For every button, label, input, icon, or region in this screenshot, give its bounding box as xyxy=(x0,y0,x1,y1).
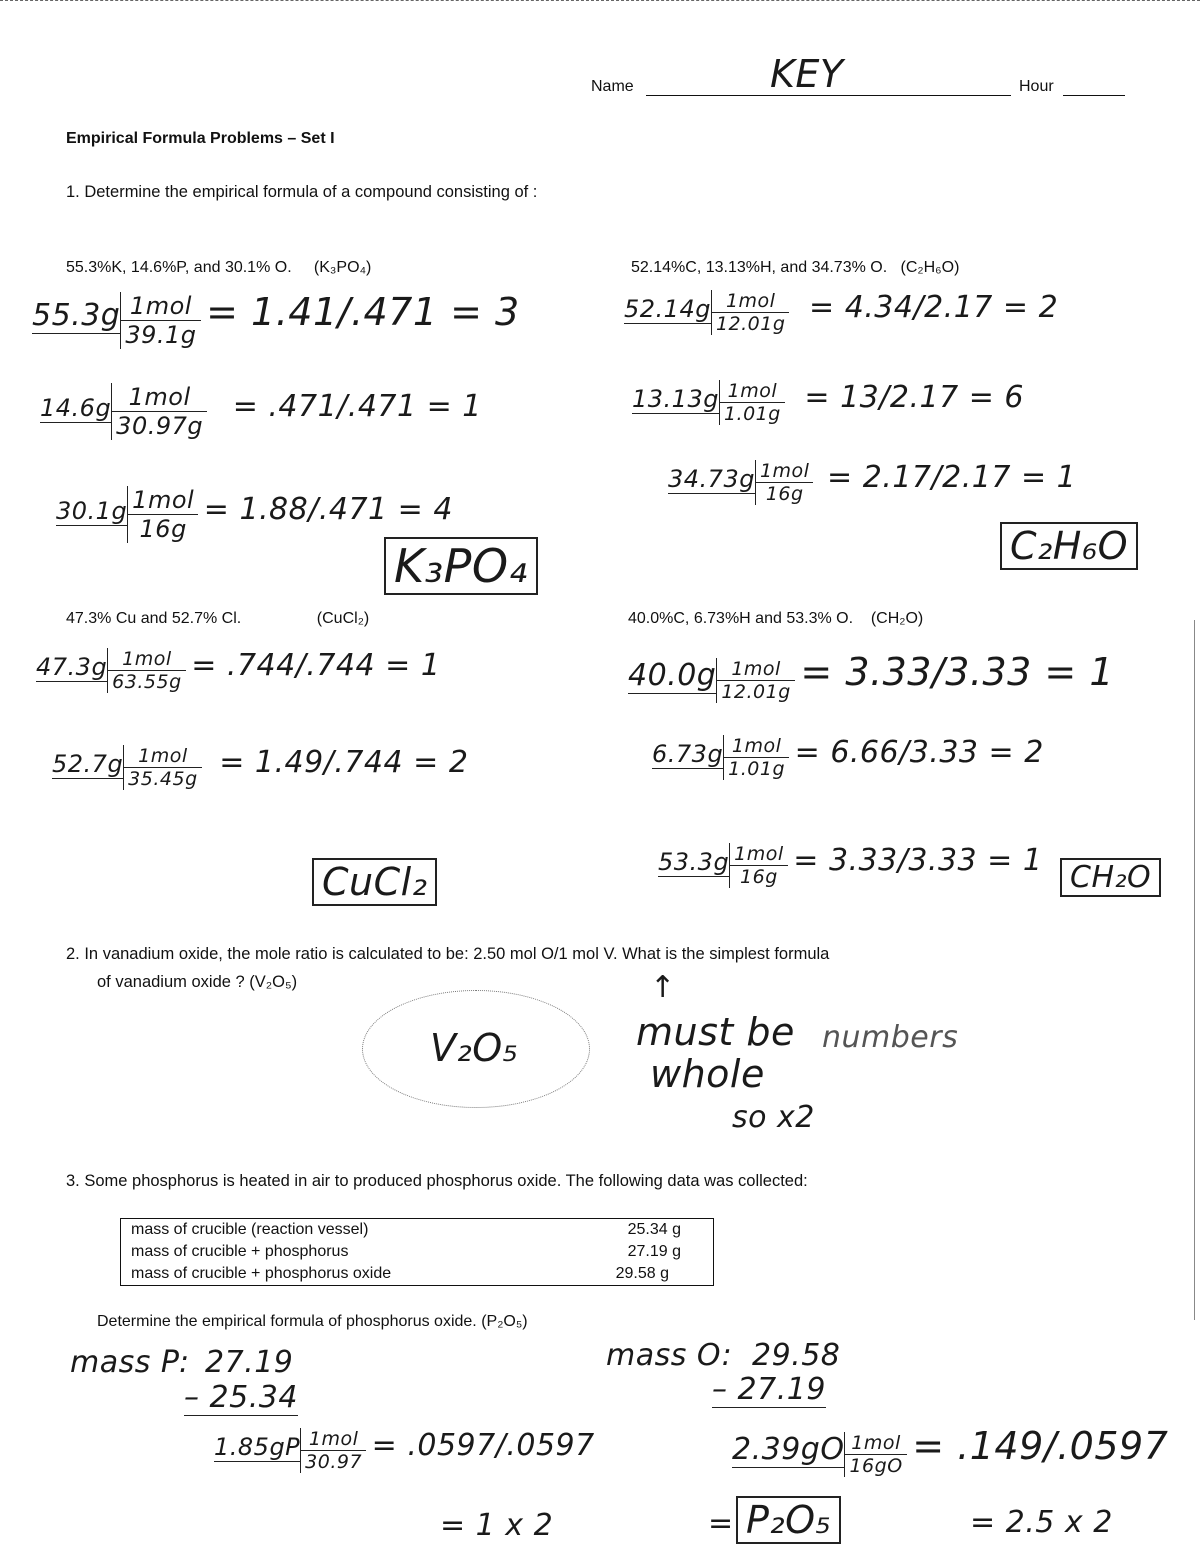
table-cell-value: 25.34 g xyxy=(627,1221,681,1238)
q1b-given: 52.14%C, 13.13%H, and 34.73% O. (C₂H₆O) xyxy=(631,259,960,276)
q3-mass-p-line1: 27.19 xyxy=(205,1345,294,1380)
q3-mass-o-line2: – 27.19 xyxy=(712,1372,826,1407)
q2-circled-answer: V₂O₅ xyxy=(430,1026,519,1070)
hour-label: Hour xyxy=(1019,78,1054,95)
q2-note-extra: numbers xyxy=(822,1020,959,1055)
q3-mass-p-label: mass P: xyxy=(70,1345,190,1380)
q1c-final-answer: CuCl₂ xyxy=(312,858,437,906)
q3-mass-o-line1: 29.58 xyxy=(752,1338,841,1373)
q2-note-line2: whole xyxy=(650,1052,765,1096)
q3-final-answer: P₂O₅ xyxy=(736,1496,841,1544)
scan-right-edge xyxy=(1194,620,1195,1320)
q3-o-work: 2.39gO $\frac{\text{1mol}}{16gO}$ = .149/.0597 xyxy=(732,1424,1169,1477)
q2-prompt-line1: 2. In vanadium oxide, the mole ratio is calculated to be: 2.50 mol O/1 mol V. What is the simplest formula xyxy=(66,945,830,963)
q2-note-line1: must be xyxy=(636,1010,795,1054)
q1c-work-2: 52.7g $\frac{\text{1mol}}{35.45g}$ = 1.49/.744 = 2 xyxy=(52,745,469,790)
q1c-answer-print: (CuCl₂) xyxy=(316,610,370,627)
q1d-work-3: 53.3g $\frac{\text{1mol}}{16g}$ = 3.33/3.33 = 1 xyxy=(658,843,1043,888)
hour-line xyxy=(1063,95,1125,96)
q1a-answer-print: (K₃PO₄) xyxy=(313,259,372,276)
q1b-work-1: 52.14g $\frac{\text{1mol}}{12.01g}$ = 4.34/2.17 = 2 xyxy=(624,290,1059,335)
q1d-work-2: 6.73g $\frac{\text{1mol}}{1.01g}$ = 6.66/3.33 = 2 xyxy=(652,735,1044,780)
table-cell-label: mass of crucible (reaction vessel) xyxy=(131,1221,369,1238)
table-row xyxy=(121,1263,714,1286)
table-row xyxy=(121,1219,714,1242)
q1b-final-answer: C₂H₆O xyxy=(1000,522,1138,570)
q2-prompt-line2: of vanadium oxide ? (V₂O₅) xyxy=(97,973,298,991)
q1a-work-2: 14.6g $\frac{\text{1mol}}{30.97g}$ = .471/.471 = 1 xyxy=(40,383,482,440)
table-cell-label: mass of crucible + phosphorus xyxy=(131,1243,349,1260)
table-cell-value: 29.58 g xyxy=(615,1265,669,1282)
q1b-work-3: 34.73g $\frac{\text{1mol}}{16g}$ = 2.17/2.17 = 1 xyxy=(668,460,1077,505)
q3-mass-p-line2: – 25.34 xyxy=(184,1380,298,1415)
q3-instruction: Determine the empirical formula of phosphorus oxide. (P₂O₅) xyxy=(97,1313,528,1330)
q3-p-work: 1.85gP $\frac{\text{1mol}}{30.97}$ = .0597/.0597 xyxy=(214,1428,595,1473)
q1a-given: 55.3%K, 14.6%P, and 30.1% O. (K₃PO₄) xyxy=(66,259,372,276)
table-row xyxy=(121,1241,714,1263)
q1c-work-1: 47.3g $\frac{\text{1mol}}{63.55g}$ = .744/.744 = 1 xyxy=(36,648,441,693)
name-value: KEY xyxy=(770,52,844,96)
q3-p-result2: = 1 x 2 xyxy=(440,1508,554,1543)
q3-o-result2: = 2.5 x 2 xyxy=(970,1505,1113,1540)
q3-final-prefix: = xyxy=(708,1506,734,1541)
q1d-given: 40.0%C, 6.73%H and 53.3% O. (CH₂O) xyxy=(628,610,924,627)
name-label: Name xyxy=(591,78,634,95)
q1-prompt: 1. Determine the empirical formula of a compound consisting of : xyxy=(66,183,538,201)
q2-note-line3: so x2 xyxy=(732,1100,815,1135)
q1d-answer-print: (CH₂O) xyxy=(870,610,924,627)
q1c-given: 47.3% Cu and 52.7% Cl. (CuCl₂) xyxy=(66,610,370,627)
q3-prompt: 3. Some phosphorus is heated in air to produced phosphorus oxide. The following data was collected: xyxy=(66,1172,808,1190)
q1b-work-2: 13.13g $\frac{\text{1mol}}{1.01g}$ = 13/2.17 = 6 xyxy=(632,380,1024,425)
q3-mass-o-label: mass O: xyxy=(606,1338,733,1373)
q1a-final-answer: K₃PO₄ xyxy=(384,537,538,595)
scan-top-edge xyxy=(0,0,1200,7)
table-cell-label: mass of crucible + phosphorus oxide xyxy=(131,1265,392,1282)
q1d-final-answer: CH₂O xyxy=(1060,858,1161,897)
q1b-answer-print: (C₂H₆O) xyxy=(900,259,960,276)
worksheet-title: Empirical Formula Problems – Set I xyxy=(66,130,335,147)
q3-data-table xyxy=(120,1218,714,1286)
q1d-work-1: 40.0g $\frac{\text{1mol}}{12.01g}$ = 3.33/3.33 = 1 xyxy=(628,650,1115,703)
q1a-work-3: 30.1g $\frac{\text{1mol}}{16g}$ = 1.88/.471 = 4 xyxy=(56,486,453,543)
q1a-work-1: 55.3g $\frac{\text{1mol}}{39.1g}$ = 1.41/.471 = 3 xyxy=(32,290,520,349)
table-cell-value: 27.19 g xyxy=(627,1243,681,1260)
q2-arrow-icon: ↑ xyxy=(650,970,676,1005)
